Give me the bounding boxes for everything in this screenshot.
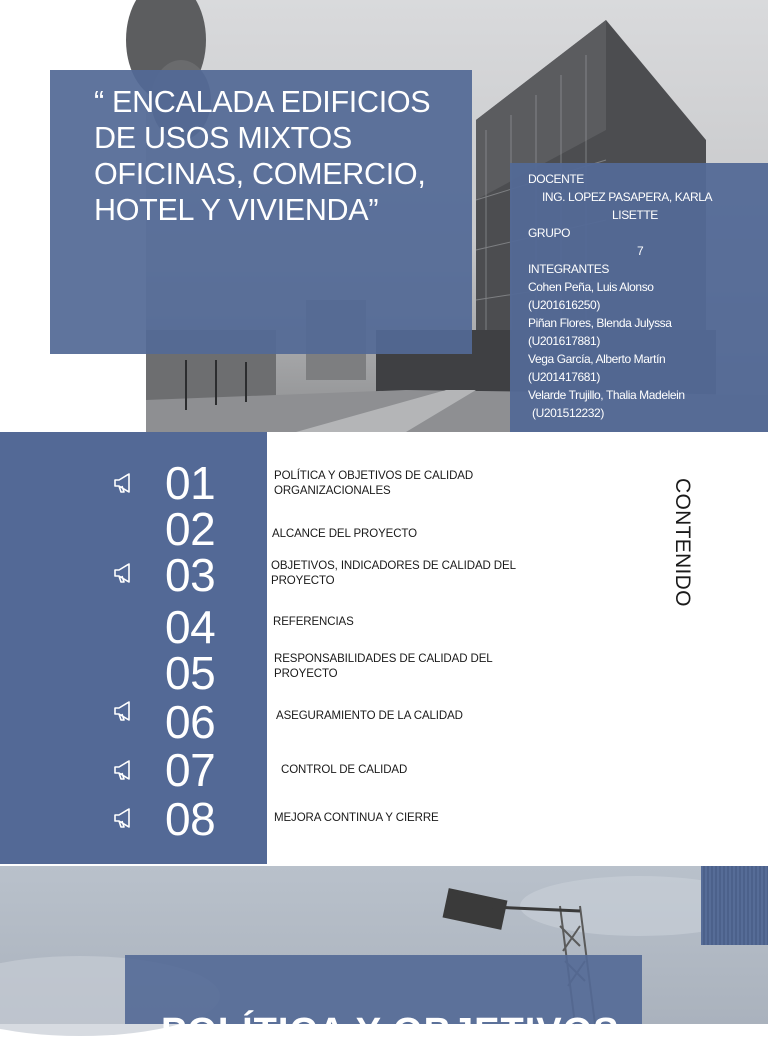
title-panel (50, 70, 472, 354)
item-number: 03 (165, 549, 216, 601)
member-name: Velarde Trujillo, Thalia Madelein (528, 388, 685, 402)
next-section-title: POLÍTICA Y OBJETIVOS (161, 1011, 620, 1053)
item-number: 01 (165, 457, 216, 509)
decorative-square (701, 866, 768, 945)
member-code: (U201616250) (528, 298, 600, 312)
docente-label: DOCENTE (528, 172, 584, 186)
contents-item-text: MEJORA CONTINUA Y CIERRE (274, 812, 439, 824)
item-number: 08 (165, 793, 216, 845)
info-panel (510, 163, 768, 432)
contents-item-text: ALCANCE DEL PROYECTO (272, 528, 417, 540)
member-code: (U201417681) (528, 370, 600, 384)
contents-heading: CONTENIDO (671, 478, 694, 607)
megaphone-icon (112, 757, 138, 783)
item-number: 07 (165, 744, 216, 796)
contents-item-text: OBJETIVOS, INDICADORES DE CALIDAD DEL PROYECTO (271, 560, 516, 587)
member-name: Piñan Flores, Blenda Julyssa (528, 316, 672, 330)
item-number: 04 (165, 601, 216, 653)
member-name: Vega García, Alberto Martín (528, 352, 666, 366)
item-number: 02 (165, 503, 216, 555)
member-code: (U201617881) (528, 334, 600, 348)
contents-item-text: CONTROL DE CALIDAD (281, 764, 408, 776)
member-code: (U201512232) (532, 406, 604, 420)
docente-name-line1: ING. LOPEZ PASAPERA, KARLA (542, 190, 713, 204)
megaphone-icon (112, 698, 138, 724)
megaphone-icon (112, 470, 138, 496)
grupo-value: 7 (637, 244, 644, 258)
grupo-label: GRUPO (528, 226, 571, 240)
item-number: 05 (165, 647, 216, 699)
project-title: “ ENCALADA EDIFICIOS DE USOS MIXTOS OFICINAS, COMERCIO, HOTEL Y VIVIENDA” (94, 85, 431, 227)
contents-item-text: REFERENCIAS (273, 616, 354, 628)
member-name: Cohen Peña, Luis Alonso (528, 280, 654, 294)
megaphone-icon (112, 560, 138, 586)
contents-item-text: POLÍTICA Y OBJETIVOS DE CALIDAD ORGANIZACIONALES (274, 470, 474, 497)
integrantes-label: INTEGRANTES (528, 262, 609, 276)
megaphone-icon (112, 805, 138, 831)
next-section-panel (125, 955, 642, 1053)
docente-name-line2: LISETTE (612, 208, 658, 222)
item-number: 06 (165, 696, 216, 748)
contents-item-text: ASEGURAMIENTO DE LA CALIDAD (276, 710, 463, 722)
contents-item-text: RESPONSABILIDADES DE CALIDAD DEL PROYECTO (274, 653, 493, 680)
contents-number-panel (0, 432, 267, 864)
